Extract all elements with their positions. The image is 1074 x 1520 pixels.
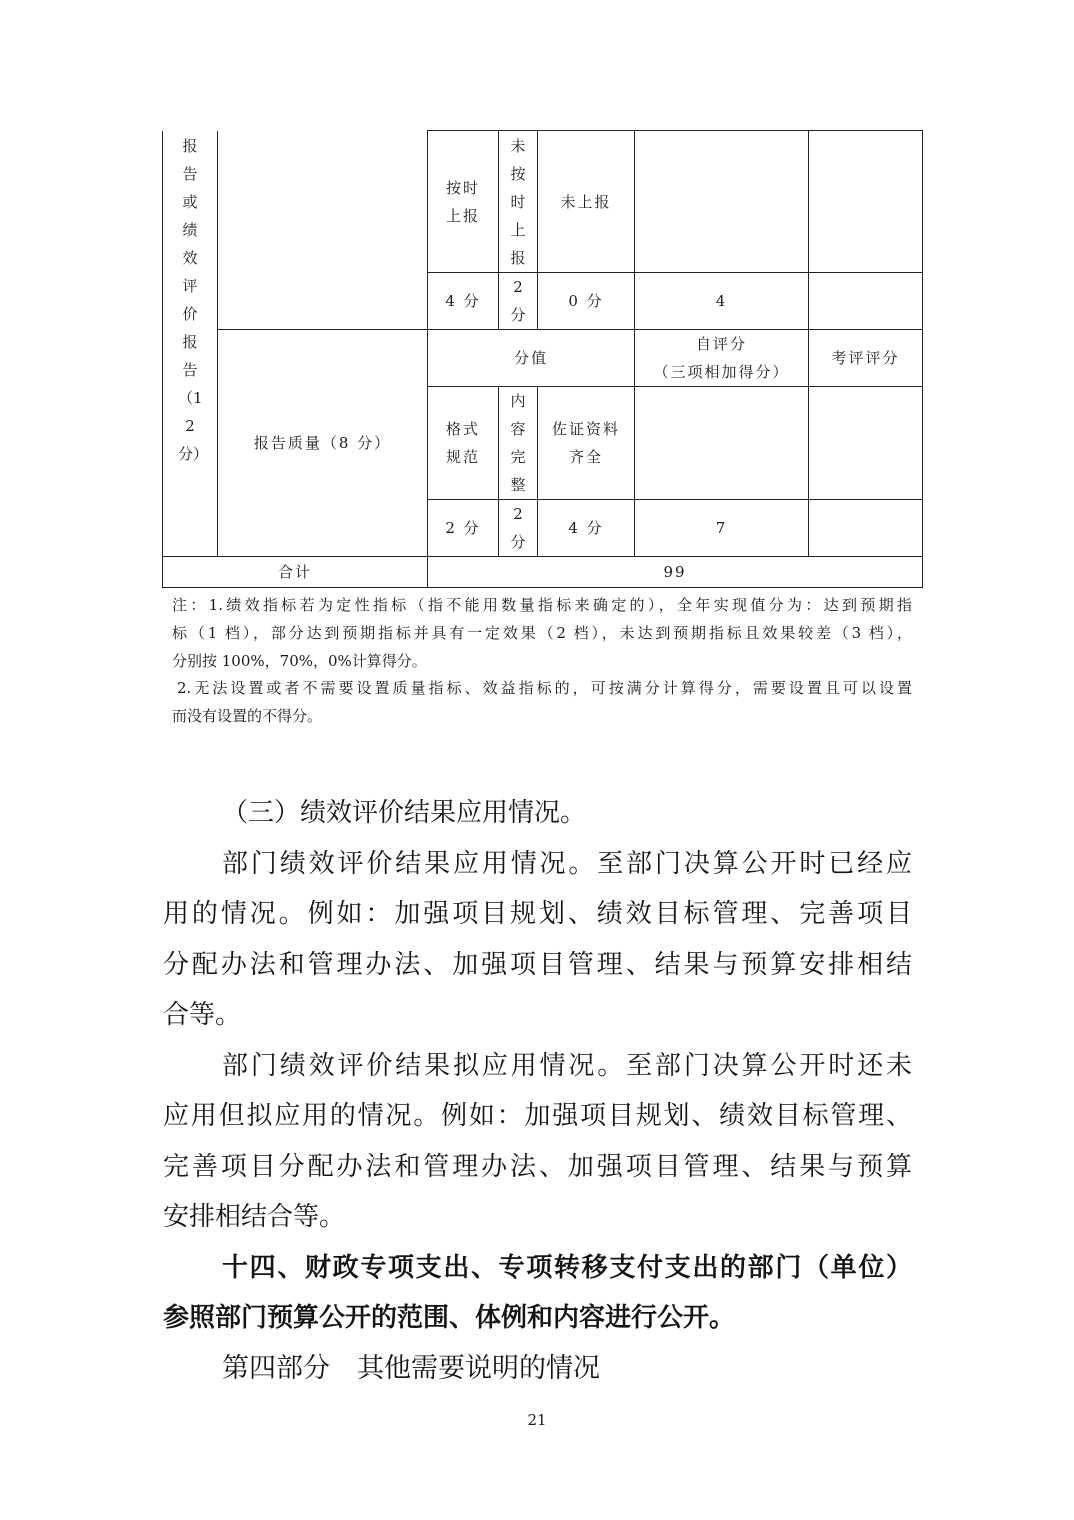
quality-label-cell [218,330,428,557]
header-on-time: 按时上报 [445,178,480,225]
score-cell [428,500,499,557]
review-score-cell [809,273,923,330]
table-notes [172,592,912,731]
note-line: 2.无法设置或者不需要设置质量指标、效益指标的，可按满分计算得分，需要设置且可以设置 [177,679,912,698]
score-table [162,130,923,588]
paragraph-line: 用的情况。例如：加强项目规划、绩效目标管理、完善项目 [163,899,912,929]
heading-line: 参照部门预算公开的范围、体例和内容进行公开。 [163,1303,736,1333]
score-cell [428,273,499,330]
value-header-cell [428,330,635,387]
score-format: 2 分 [445,519,481,537]
score-on-time: 4 分 [445,292,481,310]
paragraph-planned [163,1041,912,1243]
review-header: 考评评分 [831,349,900,367]
empty-cell [809,131,923,273]
empty-cell [635,387,809,500]
part-four-heading: 第四部分 其他需要说明的情况 [222,1352,600,1384]
self-score-header: 自评分 [695,335,747,353]
header-not-submitted: 未上报 [560,192,612,211]
paragraph-line: 分配办法和管理办法、加强项目管理、结果与预算安排相结 [163,949,912,980]
score-content: 2 分 [510,505,526,551]
heading-line: 十四、财政专项支出、专项转移支付支出的部门（单位） [222,1252,912,1283]
paragraph-line: 应用但拟应用的情况。例如：加强项目规划、绩效目标管理、 [163,1101,912,1131]
section-label-cell [163,131,218,557]
section-label: 报告或绩效评价报告（12分） [178,136,209,463]
note-line: 注：1.绩效指标若为定性指标（指不能用数量指标来确定的），全年实现值分为：达到预期指 [172,596,912,614]
quality-self-score: 7 [715,519,728,537]
header-cell [428,387,499,500]
score-cell [538,500,635,557]
body-text [163,788,912,1394]
review-header-cell [809,330,923,387]
header-content: 内容完整 [510,392,526,494]
score-cell [499,500,538,557]
table-row [163,131,923,273]
paragraph-line: 完善项目分配办法和管理办法、加强项目管理、结果与预算 [163,1151,912,1182]
self-score-cell [635,273,809,330]
paragraph-line: 部门绩效评价结果拟应用情况。至部门决算公开时还未 [222,1050,912,1081]
paragraph-applied [163,839,912,1041]
header-cell [428,131,499,273]
paragraph-line: 部门绩效评价结果应用情况。至部门决算公开时已经应 [222,848,912,879]
note-line: 而没有设置的不得分。 [172,707,323,726]
paragraph-line: 安排相结合等。 [163,1202,346,1232]
score-late: 2 分 [510,278,526,324]
value-header: 分值 [513,349,548,367]
header-evidence: 佐证资料齐全 [551,420,620,466]
header-cell [499,387,538,500]
header-late: 未按时上报 [510,136,526,267]
self-score-subheader: （三项相加得分） [653,363,790,381]
header-format: 格式规范 [445,420,480,466]
total-value: 99 [663,563,687,581]
score-cell [499,273,538,330]
subheading: （三）绩效评价结果应用情况。 [222,798,587,828]
header-cell [538,131,635,273]
total-label: 合计 [277,563,312,581]
self-score-header-cell [635,330,809,387]
note-line: 分别按 100%，70%，0%计算得分。 [172,651,427,670]
note-line: 标（1 档），部分达到预期指标并具有一定效果（2 档），未达到预期指标且效果较差（3 档）， [172,623,912,642]
paragraph-line: 合等。 [163,1000,242,1030]
self-score-cell [635,500,809,557]
empty-cell [635,131,809,273]
header-cell [499,131,538,273]
quality-label: 报告质量（8 分） [253,434,392,452]
total-label-cell [163,557,428,588]
section-fourteen-heading [163,1243,912,1344]
submission-self-score: 4 [715,292,728,310]
review-score-cell [809,500,923,557]
empty-indicator-cell [218,131,428,330]
score-evidence: 4 分 [568,519,604,537]
header-cell [538,387,635,500]
table-row [163,330,923,387]
page-number: 21 [527,1411,547,1429]
score-not-submitted: 0 分 [568,292,604,310]
table-row-total [163,557,923,588]
total-value-cell [428,557,923,588]
empty-cell [809,387,923,500]
score-cell [538,273,635,330]
